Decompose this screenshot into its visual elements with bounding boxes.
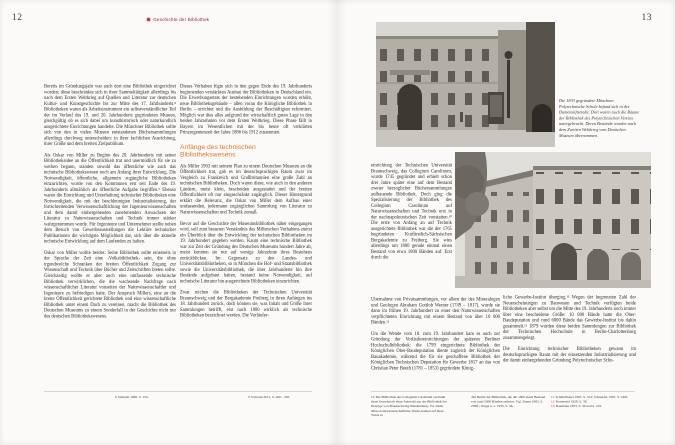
photo-caption: Die 1833 gegründete Münchner Polytechnische Schule befand sich in der Damenstiftstraße. Dort waren auch die Räume der Bibliothek des Polytechnischen Vereins untergebracht. Deren Bestände wurden nach dem Zweiten Weltkrieg vom Deutschen Museum übernommen. (559, 98, 640, 138)
footnote-number: 11 (551, 395, 555, 399)
body-paragraph: Als Oskar von Miller zu Beginn des 20. Jahrhunderts mit seiner Bibliotheksidee an die Öffentlichkeit trat und unermüdlich für sie zu werben begann, standen sowohl das öffentliche wie auch das technische Bibliothekswesen noch am Anfang ihrer Entwicklung. Die Notwendigkeit, öffentliche, allgemein zugängliche Bibliotheken einzurichten, wurde von den Kommunen erst seit Ende des 19. Jahrhunderts allmählich als öffentliche Aufgabe begriffen.⁹ Ebenso waren die Einrichtung und Unterhaltung technischer Bibliotheken eine Notwendigkeit, die mit der beschleunigten Industrialisierung, der fortschreitenden Verwissenschaftlichung der Ingenieurwissenschaften und dem damit einhergehenden zunehmenden Anwachsen der Literatur zu Naturwissenschaften und Technik immer stärker wahrgenommen wurde. Für Ingenieure und Unternehmer stellte neben dem Besuch von Gewerbeausstellungen die Lektüre technischer Publikationen die wichtigste Möglichkeit dar, sich über die aktuelle technische Entwicklung auf dem Laufenden zu halten. (44, 152, 176, 245)
body-paragraph: Als Miller 1903 mit seinem Plan zu einem Deutschen Museum an die Öffentlichkeit trat, gab es im deutschsprachigen Raum zwar im Vergleich zu Frankreich und Großbritannien eine große Zahl an technischen Bibliotheken. Doch waren diese, wie auch in den anderen Ländern, meist klein, bescheiden ausgestattet und der breiten Öffentlichkeit oft nur eingeschränkt zugänglich. Dieser Hintergrund erklärt die Relevanz, die Oskar von Miller dem Aufbau einer umfassenden, jedermann zugänglichen Sammlung von Literatur zu Naturwissenschaften und Technik zumaß. (180, 163, 312, 215)
page-number-right: 13 (641, 13, 652, 23)
body-paragraph: Zwar reichen die Bibliotheken der Technischen Universität Braunschweig und der Bergakademie Freiberg in ihren Anfängen ins 18. Jahrhundert zurück, doch können sie, was Inhalt und Größe ihrer Sammlungen betrifft, erst nach 1800 wirklich als technische Bibliotheken bezeichnet werden. Die Vorläufer- (180, 290, 312, 319)
photo-courtyard (455, 152, 651, 288)
footnote-10b (471, 395, 549, 419)
body-paragraph: Um die Wende vom 18. zum 19. Jahrhundert kam es auch zur Gründung der Vorläufereinrichtungen der späteren Berliner Hochschulbibliothek: die 1799 eingerichtete Bibliothek der Königlichen Ober-Baudeputation diente zugleich der Königlichen Bauakademie, während die für sie geschaffene Bibliothek der Königlichen Technischen Deputation für Gewerbe 1817 an das von Christian Peter Beuth (1781 – 1853) gegründete König- (371, 331, 500, 371)
body-paragraph: einrichtung der Technischen Universität Braunschweig, das Collegium Carolinum, wurde 1745 gegründet und erhielt schon drei Jahre später eine auf dem Bestand zweier herzoglicher Büchersammlungen aufbauende Bibliothek. Doch ging die Spezialisierung der Bibliothek des Collegium Carolinum auf Naturwissenschaften und Technik erst in der nachnapoleonischen Zeit vonstatten.¹⁰ Die erste von Anfang an auf Technik ausgerichtete Bibliothek war die der 1765 begründeten Kurfürstlich-Sächsischen Bergakademie zu Freiberg. Sie wies allerdings um 1800 gerade einmal einen Bestand von etwa 1000 Bänden auf. Erst durch die (371, 163, 452, 261)
footnotes-11-13 (551, 395, 635, 419)
body-paragraph: Oskar von Miller wollte beides: Seine Bibliothek sollte einerseits in der Sprache der Zeit eine ‹Volksbibliothek› sein, die ohne irgendwelche Schranken der breiten Öffentlichkeit Zugang zur Wissenschaft und Technik über Bücher und Zeitschriften bieten sollte. Gleichzeitig wollte er aber auch eine umfassende technische Bibliothek verwirklichen, die die wachsende Nachfrage nach wissenschaftlicher Literatur vonseiten der Naturwissenschaftler und Ingenieure zu befriedigen hatte. Der Anspruch Millers, eine an die breite Öffentlichkeit gerichtete Bibliothek und eine wissenschaftliche Bibliothek unter einem Dach zu vereinen, macht die Bibliothek des Deutschen Museums zu einem Sonderfall in der Geschichte nicht nur des deutschen Bibliothekswesens. (44, 250, 176, 319)
footnote-text: Sampler 1996, S. 154. (117, 395, 149, 399)
footnote-number: 13 (551, 403, 555, 408)
running-head-title: Geschichte der Bibliothek (153, 17, 210, 22)
body-paragraph: Übernahme von Privatsammlungen, vor allem der des Mineralogen und Geologen Abraham Gottlob Werner (1749 – 1817), wurde sie dann im frühen 19. Jahrhundert zu einer den Naturwissenschaften verpflichteten Einrichtung mit einem Bestand von über 10 000 Bänden.¹¹ (371, 297, 500, 326)
footnote-rule-left (44, 391, 312, 392)
body-paragraph: Bevor auf die Geschichte der Museumsbibliothek näher eingegangen wird, soll zum besseren Verständnis des Millerschen Vorhabens zuerst ein Überblick über die Entwicklung der technischen Bibliotheken im 19. Jahrhundert gegeben werden. Kaum eine technische Bibliothek war zur Zeit der Gründung des Deutschen Museums hundert Jahre alt, meist konnten sie nur auf wenige Jahrzehnte ihres Bestehens zurückblicken. Im Gegensatz zu den Landes- und Universitätsbibliotheken, so in München die Hof- und Staatsbibliothek sowie die Universitätsbibliothek, die über Jahrhunderte hin ihre Bestände aufgebaut hatten, bestand keine Notwendigkeit, auf technische Literatur hin ausgerichtete Bibliotheken einzurichten. (180, 221, 312, 284)
footnote-text: Schmidmaier 1991, S. 314; Schneider 1997, S. 240f. (555, 395, 628, 399)
footnote-text: Vodosek 2011, S. 260 – 265. (250, 395, 291, 399)
page-number-left: 12 (12, 13, 23, 23)
footnote-number: 10 (371, 395, 375, 399)
right-page-column-right (503, 295, 636, 390)
body-paragraph: Bereits im Gründungsjahr war auch dort eine Bibliothek eingerichtet worden; diese beschränkte sich in ihrer Sammeltätigkeit allerdings bis nach dem Ersten Weltkrieg auf Quellen und Literatur zur deutschen Kultur- und Kunstgeschichte bis zur Mitte des 17. Jahrhunderts.⁸ Bibliotheken waren als Arbeitsinstrument ein selbstverständlicher Teil der im Verlauf des 19. und 20. Jahrhunderts gegründeten Museen, gleichgültig ob es sich dabei um kunsthistorisch oder naturkundlich ausgerichtete Einrichtungen handelte. Die Münchner Bibliothek sollte sich von den in vielen Museen entstandenen Büchersammlungen allerdings durchweg unterscheiden: in ihrer fachlichen Ausrichtung, ihrer Größe und dem breiten Zielpublikum. (44, 84, 176, 147)
chapter-marker-icon (147, 18, 151, 22)
footnote-text: Rosenstiel 1929, S. 38. (555, 399, 588, 404)
footnote-text: Die Bibliothek des Collegium Carolinum verdankt ihren Grundstock einer Auswahl aus der Bibliothek der Herzöge von Braunschweig-Blankenburg. Vor allem ältere naturwissenschaftliche Werke kamen auf diese Weise in (371, 395, 447, 417)
left-page-column-1 (44, 84, 176, 391)
footnote-10a (371, 395, 449, 419)
body-paragraph: liche Gewerbe-Institut überging.¹² Wegen der begrenzten Zahl der Neuerscheinungen zu Bauwesen und Technik verfügten beide Bibliotheken aber selbst um die Mitte des 19. Jahrhunderts noch immer über eine bescheidene Größe: 10 000 Bände hatte die Ober-Baudeputation und rund 6000 Bände das Gewerbe-Institut bis dahin gesammelt.¹³ 1879 wurden diese beiden Sammlungen zur Bibliothek der Technischen Hochschule in Berlin-Charlottenburg zusammengelegt. (503, 295, 636, 341)
footnote-number: 12 (551, 399, 555, 404)
footnote-number: 8 (115, 395, 117, 399)
footnote-9 (248, 395, 314, 405)
right-page-column-left-bottom (371, 297, 500, 390)
body-paragraph: Die Einrichtung technischer Bibliotheken gewann im deutschsprachigen Raum mit der einsetzenden Industrialisierung und der damit einhergehenden Gründung Polytechnischer Schu- (503, 346, 636, 364)
section-heading: Anfänge des technischen Bibliothekswesens (180, 142, 256, 158)
spine-shadow (327, 0, 347, 445)
footnote-rule-right (371, 391, 635, 392)
footnote-text: Naumann 1853, S. 30 und S. 216. (555, 403, 603, 408)
footnote-number: 9 (248, 395, 250, 399)
photo-damenstiftstrasse (376, 22, 555, 147)
left-page-column-2 (180, 84, 312, 391)
running-head (44, 17, 312, 27)
footnote-8 (115, 395, 177, 405)
footnote-text: den Besitz der Bibliothek, die um 1800 einen Bestand von rund 5000 Bänden aufwies. Vgl. Daum 1985, S. 239ff.; Nagel u. a. 1995, S. 46. (471, 395, 546, 408)
body-paragraph: Dieses Vorhaben fügte sich in den gegen Ende des 19. Jahrhunderts beginnenden verstärkten Ausbau der Bibliotheken in Deutschland ein. Die Erwerbungsetats der bestehenden Einrichtungen wurden erhöht, neue Bibliotheksgebäude – allen voran die Königliche Bibliothek in Berlin – errichtet und die Ausbildung der Beschäftigten reformiert. Möglich war dies alles aufgrund der wirtschaftlich guten Lage in den beiden Jahrzehnten vor dem Ersten Weltkrieg. Diese Phase fällt in Bayern im Wesentlichen mit der bis heute oft verklärten Prinzregentenzeit der Jahre 1886 bis 1912 zusammen. (180, 84, 312, 136)
right-page-column-narrow (371, 163, 452, 296)
